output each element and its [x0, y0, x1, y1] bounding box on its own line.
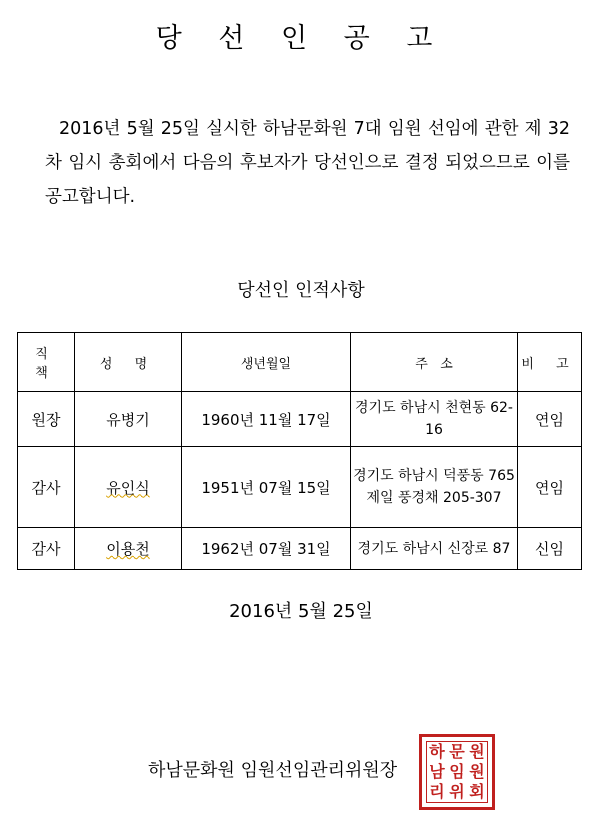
- header-birth: 생년월일: [182, 333, 351, 392]
- header-note: 비 고: [518, 333, 582, 392]
- name-text: 이용천: [106, 540, 150, 558]
- cell-note: 연임: [518, 392, 582, 447]
- table-header-row: [18, 333, 582, 392]
- table-row: [18, 528, 582, 570]
- seal-char: 리: [429, 782, 445, 801]
- cell-name: 유병기: [75, 392, 182, 447]
- notice-title: 당 선 인 공 고: [155, 23, 447, 54]
- seal-char: 남: [429, 762, 445, 781]
- seal-char: 원: [469, 742, 485, 761]
- seal-char: 하: [429, 742, 445, 761]
- seal-char: 임: [449, 762, 465, 781]
- cell-position: 감사: [18, 528, 75, 570]
- seal-glyphs: [426, 741, 488, 803]
- cell-note: 신임: [518, 528, 582, 570]
- cell-position: 원장: [18, 392, 75, 447]
- seal-char: 원: [469, 762, 485, 781]
- header-address: 주 소: [351, 333, 518, 392]
- notice-date: 2016년 5월 25일: [229, 601, 373, 622]
- header-position: 직 책: [18, 333, 75, 392]
- cell-name: [75, 528, 182, 570]
- cell-birth: 1962년 07월 31일: [182, 528, 351, 570]
- seal-char: 문: [449, 742, 465, 761]
- cell-address: 경기도 하남시 신장로 87: [351, 528, 518, 570]
- official-seal-stamp: [419, 734, 495, 810]
- cell-birth: 1960년 11월 17일: [182, 392, 351, 447]
- name-text: 유인식: [106, 478, 150, 497]
- elected-persons-table: [17, 332, 582, 570]
- cell-position: 감사: [18, 447, 75, 528]
- table-title: 당선인 인적사항: [237, 280, 365, 301]
- cell-name: [75, 447, 182, 528]
- cell-birth: 1951년 07월 15일: [182, 447, 351, 528]
- cell-note: 연임: [518, 447, 582, 528]
- seal-char: 위: [449, 782, 465, 801]
- table-row: [18, 447, 582, 528]
- cell-address: 경기도 하남시 덕풍동 765 제일 풍경채 205-307: [351, 447, 518, 528]
- table-row: [18, 392, 582, 447]
- cell-address: 경기도 하남시 천현동 62-16: [351, 392, 518, 447]
- signature-line: 하남문화원 임원선임관리위원장: [148, 760, 398, 781]
- seal-char: 회: [469, 782, 485, 801]
- notice-body: 2016년 5월 25일 실시한 하남문화원 7대 임원 선임에 관한 제 32차 임시 총회에서 다음의 후보자가 당선인으로 결정 되었으므로 이를 공고합니다.: [45, 119, 570, 207]
- header-name: 성 명: [75, 333, 182, 392]
